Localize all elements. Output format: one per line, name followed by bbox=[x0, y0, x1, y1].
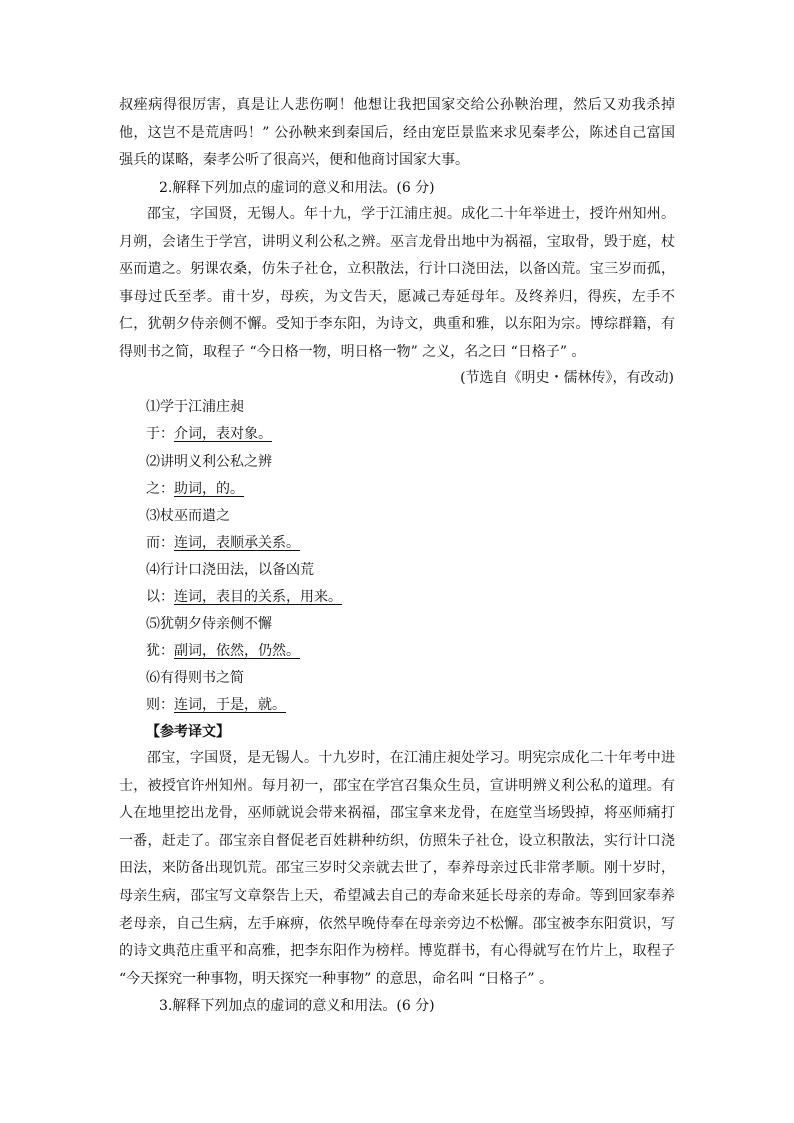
item-4-word: 以： bbox=[146, 589, 174, 605]
item-4-answer-row bbox=[146, 587, 342, 607]
item-4-answer: 连词，表目的关系，用来。 bbox=[174, 589, 342, 605]
item-1-question: ⑴学于江浦庄昶 bbox=[146, 399, 244, 415]
item-5-answer-row bbox=[146, 641, 300, 661]
question-2-title: 2.解释下列加点的虚词的意义和用法。(6 分) bbox=[159, 180, 435, 196]
item-1-word: 于： bbox=[146, 426, 174, 442]
item-1-answer: 介词，表对象。 bbox=[174, 426, 272, 442]
item-5-word: 犹： bbox=[146, 643, 174, 659]
item-6-answer-row bbox=[146, 695, 286, 715]
item-6-word: 则： bbox=[146, 697, 174, 713]
source-citation: (节选自《明史・儒林传》，有改动) bbox=[460, 370, 674, 386]
item-3-question: ⑶杖巫而遣之 bbox=[146, 508, 230, 524]
item-1-answer-row bbox=[146, 424, 272, 444]
item-3-answer-row bbox=[146, 533, 300, 553]
item-5-answer: 副词，依然，仍然。 bbox=[174, 643, 300, 659]
item-2-word: 之： bbox=[146, 481, 174, 497]
item-4-question: ⑷行计口浇田法，以备凶荒 bbox=[146, 562, 314, 578]
translation-paragraph: 邵宝，字国贤，是无锡人。十九岁时，在江浦庄昶处学习。明宪宗成化二十年考中进士，被授官许州知州。每月初一，邵宝在学宫召集众生员，宣讲明辨义利公私的道理。有人在地里挖出龙骨，巫师就说会带来祸福，邵宝拿来龙骨，在庭堂当场毁掉，将巫师痛打一番，赶走了。邵宝亲自督促老百姓耕种纺织，仿照朱子社仓，设立积散法，实行计口浇田法，来防备出现饥荒。邵宝三岁时父亲就去世了，奉养母亲过氏非常孝顺。刚十岁时，母亲生病，邵宝写文章祭告上天，希望减去自己的寿命来延长母亲的寿命。等到回家奉养老母亲，自己生病，左手麻痹，依然早晚侍奉在母亲旁边不松懈。邵宝被李东阳赏识，写的诗文典范庄重平和高雅，把李东阳作为榜样。博览群书，有心得就写在竹片上，取程子 “今天探究一种事物，明天探究一种事物” 的意思，命名叫 “日格子” 。 bbox=[119, 750, 675, 987]
item-2-answer-row bbox=[146, 479, 244, 499]
classical-passage: 邵宝，字国贤，无锡人。年十九，学于江浦庄昶。成化二十年举进士，授许州知州。月朔，会诸生于学宫，讲明义利公私之辨。巫言龙骨出地中为祸福，宝取骨，毁于庭，杖巫而遣之。躬课农桑，仿朱子社仓，立积散法，行计口浇田法，以备凶荒。宝三岁而孤，事母过氏至孝。甫十岁，母疾，为文告天，愿减己寿延母年。及终养归，得疾，左手不仁，犹朝夕侍亲侧不懈。受知于李东阳，为诗文，典重和雅，以东阳为宗。博综群籍，有得则书之简，取程子 “今日格一物，明日格一物” 之义，名之曰 “日格子” 。 bbox=[119, 206, 675, 360]
intro-paragraph: 叔痤病得很厉害，真是让人悲伤啊！他想让我把国家交给公孙鞅治理，然后又劝我杀掉他，这岂不是荒唐吗！” 公孙鞅来到秦国后，经由宠臣景监来求见秦孝公，陈述自己富国强兵的谋略，秦孝公听了很高兴，便和他商讨国家大事。 bbox=[119, 97, 675, 169]
item-5-question: ⑸犹朝夕侍亲侧不懈 bbox=[146, 616, 272, 632]
item-2-answer: 助词，的。 bbox=[174, 481, 244, 497]
item-6-answer: 连词，于是，就。 bbox=[174, 697, 286, 713]
item-3-word: 而： bbox=[146, 535, 174, 551]
item-2-question: ⑵讲明义利公私之辨 bbox=[146, 454, 272, 470]
question-3-title: 3.解释下列加点的虚词的意义和用法。(6 分) bbox=[159, 998, 435, 1014]
item-3-answer: 连词，表顺承关系。 bbox=[174, 535, 300, 551]
item-6-question: ⑹有得则书之简 bbox=[146, 670, 244, 686]
reference-translation-title: 【参考译文】 bbox=[146, 724, 230, 740]
